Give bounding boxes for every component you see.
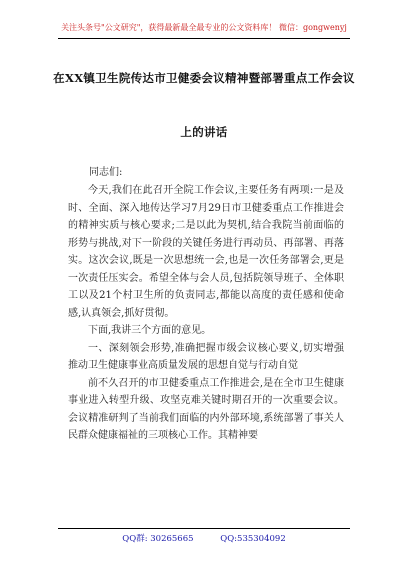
- header-promo-note: 关注头条号"公文研究"，获得最新最全最专业的公文资料库！ 微信：gongwenyj: [61, 23, 347, 32]
- salutation: 同志们:: [89, 167, 123, 178]
- footer-qq: QQ:535304092: [220, 534, 286, 544]
- document-body: [68, 182, 344, 445]
- paragraph-opening: 今天,我们在此召开全院工作会议,主要任务有两项:一是及时、全面、深入地传达学习7月29日市卫健委重点工作推进会的精神实质与核心要求;二是以此为契机,结合我院当前面临的形势与挑战,对下一阶段的关键任务进行再动员、再部署、再落实。这次会议,既是一次思想统一会,也是一次任务部署会,更是一次责任压实会。希望全体与会人员,包括院领导班子、全体职工以及21个村卫生所的负责同志,都能以高度的责任感和使命感,认真领会,抓好贯彻。: [68, 185, 344, 319]
- paragraph-section-body-1: 前不久召开的市卫健委重点工作推进会,是在全市卫生健康事业进入转型升级、攻坚克难关键时期召开的一次重要会议。会议精准研判了当前我们面临的内外部环境,系统部署了事关人民群众健康福祉的三项核心工作。其精神要: [68, 377, 344, 441]
- footer-qq-group: QQ群: 30265665: [122, 534, 194, 544]
- document-title-line1: 在XX镇卫生院传达市卫健委会议精神暨部署重点工作会议: [53, 71, 355, 85]
- document-title-line2: 上的讲话: [180, 125, 228, 139]
- footer-divider: [58, 528, 350, 529]
- paragraph-outline: 下面,我讲三个方面的意见。: [88, 325, 212, 336]
- header-divider: [58, 38, 350, 39]
- footer-contact: [0, 532, 408, 544]
- paragraph-section-heading-1: 一、深刻领会形势,准确把握市级会议核心要义,切实增强推动卫生健康事业高质量发展的思想自觉与行动自觉: [68, 342, 344, 371]
